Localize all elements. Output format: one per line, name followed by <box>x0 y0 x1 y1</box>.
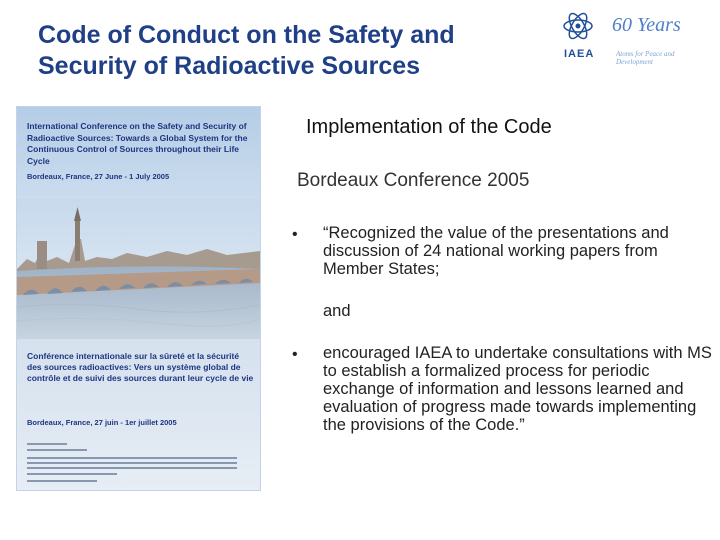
poster-top-band <box>17 107 260 199</box>
bullet-text-2: encouraged IAEA to undertake consultations with MS to establish a formalized process for periodic exchange of information and lessons learned and evaluation of progress made towards implementing the provisions of the Code.” <box>323 344 712 434</box>
and-connector: and <box>323 302 351 320</box>
iaea-logo-text: IAEA <box>564 48 595 60</box>
implementation-heading: Implementation of the Code <box>306 116 552 138</box>
sixty-years-text: 60 Years <box>612 14 681 36</box>
poster-english-date: Bordeaux, France, 27 June - 1 July 2005 <box>27 172 170 181</box>
poster-french-date: Bordeaux, France, 27 juin - 1er juillet 2005 <box>27 418 177 427</box>
conference-poster <box>16 106 261 491</box>
bordeaux-conference-subheading: Bordeaux Conference 2005 <box>297 170 530 191</box>
bullet-marker-1: • <box>292 226 298 243</box>
iaea-60-years-logo <box>560 8 710 66</box>
slide-title-line-1: Code of Conduct on the Safety and <box>38 21 455 49</box>
bullet-marker-2: • <box>292 346 298 363</box>
poster-french-title: Conférence internationale sur la sûreté et la sécurité des sources radioactives: Vers un système global de contrôle et de suivi des sources durant leur cycle de vie <box>27 351 254 383</box>
bordeaux-bridge-illustration <box>17 199 260 339</box>
slide-title <box>38 20 538 82</box>
slide-title-line-2: Security of Radioactive Sources <box>38 52 421 80</box>
bullet-text-1: “Recognized the value of the presentations and discussion of 24 national working papers from Member States; <box>323 224 669 278</box>
iaea-emblem-icon <box>560 8 596 44</box>
poster-english-title: International Conference on the Safety and Security of Radioactive Sources: Towards a Global System for the Continuous Control of Sources throughout their Life Cycle <box>27 121 248 166</box>
logo-tagline: Atoms for Peace and Development <box>616 50 675 66</box>
poster-bottom-band <box>17 339 260 490</box>
